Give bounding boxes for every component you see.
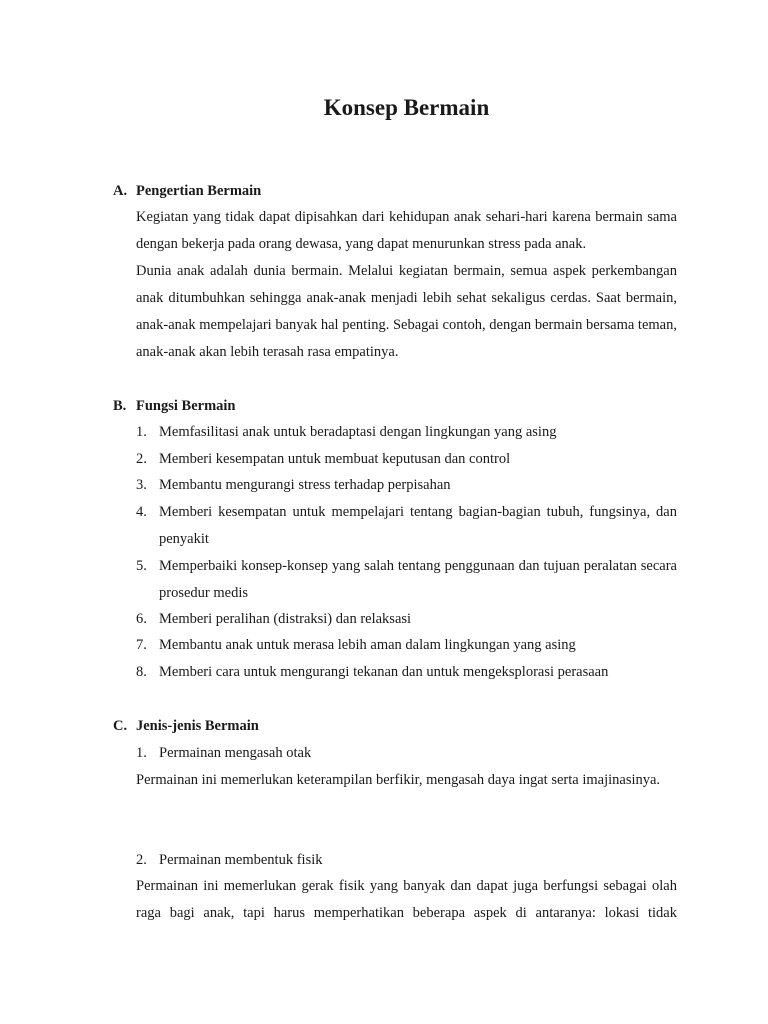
- list-text: Membantu mengurangi stress terhadap perpisahan: [159, 477, 451, 493]
- paragraph: Kegiatan yang tidak dapat dipisahkan dari kehidupan anak sehari-hari karena bermain sama dengan bekerja pada orang dewasa, yang dapat menurunkan stress pada anak.: [136, 209, 677, 252]
- list-number: 2.: [136, 852, 147, 868]
- list-number: 2.: [136, 451, 147, 467]
- section-title: Fungsi Bermain: [136, 398, 236, 414]
- paragraph: Permainan ini memerlukan keterampilan berfikir, mengasah daya ingat serta imajinasinya.: [136, 772, 661, 788]
- sub-heading: [136, 847, 677, 874]
- section-letter: B.: [113, 398, 127, 414]
- list-number: 6.: [136, 611, 147, 627]
- sub-heading: [136, 740, 677, 767]
- list-item: [136, 499, 677, 552]
- list-item: [136, 606, 677, 633]
- list-text: Memberi peralihan (distraksi) dan relaksasi: [159, 611, 412, 627]
- section-heading-b: [113, 396, 236, 416]
- page-title: Konsep Bermain: [323, 95, 490, 120]
- list-text: Memberi kesempatan untuk mempelajari tentang bagian-bagian tubuh, fungsinya, dan penyakit: [159, 504, 677, 547]
- paragraph: Dunia anak adalah dunia bermain. Melalui kegiatan bermain, semua aspek perkembangan anak ditumbuhkan sehingga anak-anak menjadi lebih sehat sekaligus cerdas. Saat bermain, anak-anak mempelajari banyak hal penting. Sebagai contoh, dengan bermain bersama teman, anak-anak akan lebih terasah rasa empatinya.: [136, 263, 677, 360]
- list-number: 5.: [136, 558, 147, 574]
- list-item: [136, 446, 677, 473]
- section-heading-a: [113, 181, 261, 201]
- sub-heading-text: Permainan membentuk fisik: [159, 852, 323, 868]
- section-letter: C.: [113, 718, 128, 734]
- list-number: 4.: [136, 504, 147, 520]
- list-item: [136, 632, 677, 659]
- section-heading-c: [113, 716, 259, 736]
- section-title: Pengertian Bermain: [136, 183, 262, 199]
- list-item: [136, 553, 677, 606]
- paragraph: Permainan ini memerlukan gerak fisik yang banyak dan dapat juga berfungsi sebagai olah raga bagi anak, tapi harus memperhatikan beberapa aspek di antaranya: lokasi tidak: [136, 878, 677, 921]
- sub-heading-text: Permainan mengasah otak: [159, 745, 312, 761]
- section-title: Jenis-jenis Bermain: [136, 718, 259, 734]
- list-text: Memberi cara untuk mengurangi tekanan dan untuk mengeksplorasi perasaan: [159, 664, 609, 680]
- list-item: [136, 659, 677, 686]
- list-number: 1.: [136, 424, 147, 440]
- list-item: [136, 472, 677, 499]
- list-number: 1.: [136, 745, 147, 761]
- list-text: Memberi kesempatan untuk membuat keputusan dan control: [159, 451, 511, 467]
- list-number: 3.: [136, 477, 147, 493]
- list-text: Memfasilitasi anak untuk beradaptasi dengan lingkungan yang asing: [159, 424, 557, 440]
- list-text: Membantu anak untuk merasa lebih aman dalam lingkungan yang asing: [159, 637, 576, 653]
- list-item: [136, 419, 677, 446]
- list-number: 8.: [136, 664, 147, 680]
- section-letter: A.: [113, 183, 128, 199]
- list-text: Memperbaiki konsep-konsep yang salah tentang penggunaan dan tujuan peralatan secara prosedur medis: [159, 558, 677, 601]
- list-number: 7.: [136, 637, 147, 653]
